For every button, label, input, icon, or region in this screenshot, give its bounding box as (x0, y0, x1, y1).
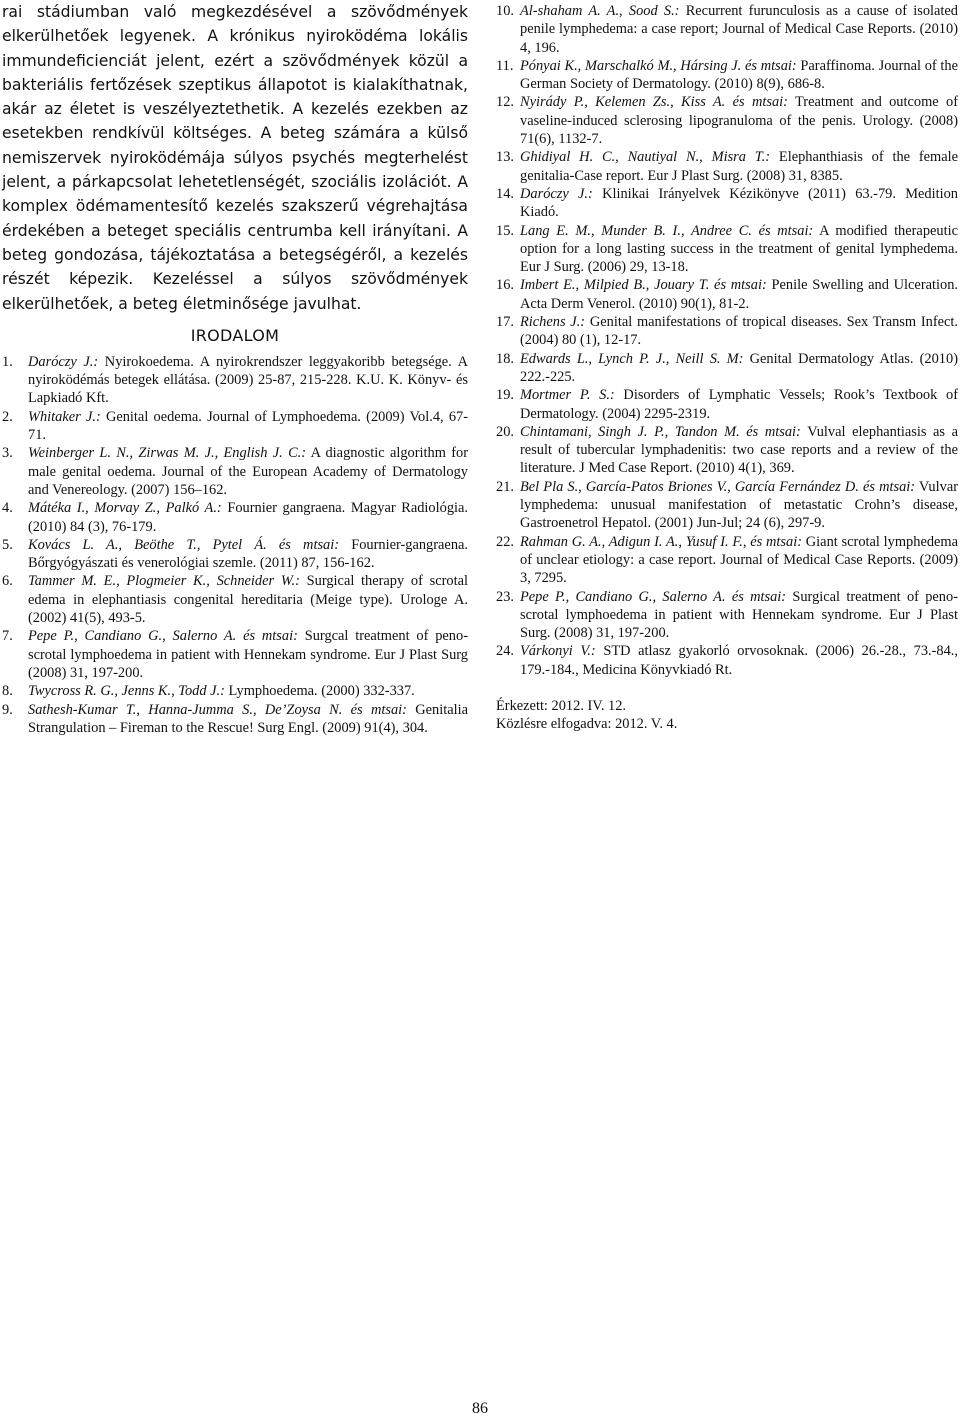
reference-list-right (496, 2, 958, 679)
reference-number: 18. (496, 350, 514, 367)
reference-item (2, 499, 468, 536)
reference-text: Nyirokoedema. A nyirokrendszer leggyakoribb betegsége. A nyiroködémás betegek ellátása. (2009) 25-87, 215-228. K.U. K. Könyv- és Lapkiadó Kft. (28, 353, 469, 407)
left-column (2, 0, 468, 737)
reference-item (496, 148, 958, 185)
reference-text: Vulval elephantiasis as a result of tubercular lymphadenitis: two case reports and a review of the literature. J Med Case Report. (2010) 4(1), 369. (520, 423, 958, 477)
reference-authors: Pepe P., Candiano G., Salerno A. és mtsai: (520, 588, 787, 605)
reference-number: 13. (496, 149, 514, 166)
reference-item (496, 2, 958, 57)
reference-authors: Edwards L., Lynch P. J., Neill S. M: (520, 350, 744, 367)
reference-list-left (2, 353, 468, 737)
reference-number: 21. (496, 478, 514, 495)
references-heading: IRODALOM (190, 325, 280, 345)
reference-text: Giant scrotal lymphedema of unclear etiology: a case report. Journal of Medical Case Reports. (2009) 3, 7295. (520, 533, 958, 587)
reference-item (2, 701, 468, 738)
reference-authors: Whitaker J.: (28, 408, 101, 425)
reference-text: Recurrent furunculosis as a cause of isolated penile lymphedema: a case report; Journal of Medical Case Reports. (2010) 4, 196. (520, 3, 958, 56)
reference-authors: Richens J.: (520, 314, 586, 331)
reference-number: 6. (2, 573, 13, 590)
reference-authors: Imbert E., Milpied B., Jouary T. és mtsai: (520, 277, 767, 294)
reference-authors: Pepe P., Candiano G., Salerno A. és mtsai: (28, 628, 298, 645)
reference-text: Disorders of Lymphatic Vessels; Rook’s Textbook of Dermatology. (2004) 2295-2319. (520, 387, 958, 422)
reference-authors: Kovács L. A., Beöthe T., Pytel Á. és mtsai: (28, 536, 340, 553)
accepted-date: Közlésre elfogadva: 2012. V. 4. (496, 716, 678, 733)
reference-text: Treatment and outcome of vaseline-induced sclerosing lipogranuloma of the penis. Urology. (2008) 71(6), 1132-7. (520, 94, 958, 148)
reference-item (496, 93, 958, 148)
reference-authors: Bel Pla S., García-Patos Briones V., García Fernández D. és mtsai: (520, 478, 916, 495)
reference-text: Genital oedema. Journal of Lymphoedema. (2009) Vol.4, 67-71. (28, 408, 468, 444)
body-paragraph: rai stádiumban való megkezdésével a szövődmények elkerülhetőek legyenek. A krónikus nyiroködéma lokális immundeficienciát jelent, ezért a szövődmények közül a bakteriális fertőzések szeptikus állapotot is kialakíthatnak, akár az életet is veszélyeztethetik. A kezelés ezekben az esetekben rendkívül költséges. A beteg számára a külső nemiszervek nyiroködémája súlyos psychés megterhelést jelent, a párkapcsolat lehetetlenségét, szociális izolációt. A komplex ödémamentesítő kezelés szakszerű végrehajtása érdekében a beteget speciális centrumba kell irányítani. A beteg gondozása, tájékoztatása a betegségéről, a kezelés részét képezik. Kezeléssel a súlyos szövődmények elkerülhetőek, a beteg életminősége javulhat. (2, 3, 468, 313)
reference-text: Vulvar lymphedema: unusual manifestation of metastatic Crohn’s disease, Gastroenetrol Hepatol. (2001) Jun-Jul; 24 (6), 297-9. (520, 478, 959, 532)
reference-text: Fournier gangraena. Magyar Radiológia. (2010) 84 (3), 76-179. (28, 500, 468, 535)
right-column (496, 0, 958, 734)
reference-number: 22. (496, 533, 514, 550)
reference-authors: Daróczy J.: (520, 185, 593, 202)
reference-item (496, 57, 958, 94)
reference-text: A modified therapeutic option for a long lasting success in the treatment of genital lymphedema. Eur J Surg. (2006) 29, 13-18. (520, 222, 958, 276)
reference-number: 12. (496, 94, 514, 111)
reference-number: 3. (2, 445, 13, 462)
reference-text: Genital Dermatology Atlas. (2010) 222.-225. (520, 350, 958, 385)
reference-text: Lymphoedema. (2000) 332-337. (224, 683, 415, 700)
reference-authors: Várkonyi V.: (520, 643, 596, 660)
reference-item (2, 627, 468, 682)
reference-item (496, 313, 958, 350)
reference-text: Penile Swelling and Ulceration. Acta Derm Venerol. (2010) 90(1), 81-2. (520, 277, 958, 312)
reference-item (2, 682, 468, 700)
reference-text: Genital manifestations of tropical diseases. Sex Transm Infect. (2004) 80 (1), 12-17. (520, 314, 959, 349)
reference-authors: Al-shaham A. A., Sood S.: (520, 3, 680, 19)
reference-item (496, 423, 958, 478)
reference-number: 7. (2, 628, 13, 645)
reference-item (496, 276, 958, 313)
reference-item (496, 533, 958, 588)
reference-item (2, 536, 468, 573)
reference-item (2, 444, 468, 499)
reference-authors: Nyirády P., Kelemen Zs., Kiss A. és mtsai: (520, 94, 788, 111)
reference-authors: Tammer M. E., Plogmeier K., Schneider W.: (28, 573, 300, 590)
reference-item (496, 386, 958, 423)
reference-number: 14. (496, 185, 514, 202)
reference-item (496, 588, 958, 643)
reference-authors: Daróczy J.: (28, 353, 99, 370)
reference-item (496, 350, 958, 387)
reference-authors: Twycross R. G., Jenns K., Todd J.: (28, 683, 225, 700)
reference-number: 2. (2, 408, 13, 425)
reference-item (2, 408, 468, 445)
reference-item (496, 642, 958, 679)
reference-number: 4. (2, 500, 13, 517)
reference-item (2, 572, 468, 627)
reference-text: Surgcal treatment of peno-scrotal lymphoedema in patient with Hennekam syndrome. Eur J Plast Surg (2008) 31, 197-200. (28, 628, 468, 681)
reference-number: 23. (496, 588, 514, 605)
reference-number: 15. (496, 222, 514, 239)
reference-number: 9. (2, 701, 13, 718)
reference-number: 24. (496, 643, 514, 660)
reference-text: STD atlasz gyakorló orvosoknak. (2006) 26.-28., 73.-84., 179.-184., Medicina Könyvkiadó Rt. (520, 643, 958, 678)
page-number: 86 (472, 1400, 488, 1417)
reference-text: Elephanthiasis of the female genitalia-Case report. Eur J Plast Surg. (2008) 31, 8385. (520, 149, 959, 184)
reference-number: 19. (496, 387, 514, 404)
reference-number: 16. (496, 277, 514, 294)
reference-number: 20. (496, 423, 514, 440)
reference-authors: Pónyai K., Marschalkó M., Hársing J. és mtsai: (520, 57, 797, 74)
received-date: Érkezett: 2012. IV. 12. (496, 697, 627, 714)
reference-number: 1. (2, 353, 13, 370)
reference-text: Surgical therapy of scrotal edema in elephantiasis congenital hereditaria (Meige type). Urologe A. (2002) 41(5), 493-5. (28, 573, 468, 627)
reference-authors: Mátéka I., Morvay Z., Palkó A.: (28, 500, 222, 517)
dates-block (496, 697, 958, 734)
reference-authors: Rahman G. A., Adigun I. A., Yusuf I. F., és mtsai: (520, 533, 803, 550)
reference-authors: Ghidiyal H. C., Nautiyal N., Misra T.: (520, 149, 771, 166)
reference-text: Fournier-gangraena. Bőrgyógyászati és venerológiai szemle. (2011) 87, 156-162. (28, 536, 468, 572)
reference-authors: Lang E. M., Munder B. I., Andree C. és mtsai: (520, 222, 814, 239)
reference-text: Paraffinoma. Journal of the German Society of Dermatology. (2010) 8(9), 686-8. (520, 57, 958, 93)
reference-text: Surgical treatment of peno-scrotal lymphoedema in patient with Hennekam syndrome. Eur J Plast Surg. (2008) 31, 197-200. (520, 588, 958, 642)
reference-item (496, 222, 958, 277)
reference-item (2, 353, 468, 408)
reference-item (496, 478, 958, 533)
reference-text: Klinikai Irányelvek Kézikönyve (2011) 63.-79. Medition Kiadó. (520, 185, 958, 221)
reference-number: 5. (2, 536, 13, 553)
reference-text: A diagnostic algorithm for male genital oedema. Journal of the European Academy of Dermatology and Venereology. (2007) 156–162. (28, 445, 468, 498)
reference-authors: Mortmer P. S.: (520, 387, 615, 404)
reference-number: 11. (496, 57, 514, 74)
reference-number: 10. (496, 3, 514, 19)
reference-text: Genitalia Strangulation – Fireman to the Rescue! Surg Engl. (2009) 91(4), 304. (28, 701, 468, 736)
reference-number: 17. (496, 314, 514, 331)
reference-item (496, 185, 958, 222)
reference-authors: Weinberger L. N., Zirwas M. J., English J. C.: (28, 445, 307, 462)
reference-authors: Chintamani, Singh J. P., Tandon M. és mtsai: (520, 423, 801, 440)
reference-number: 8. (2, 683, 13, 700)
reference-authors: Sathesh-Kumar T., Hanna-Jumma S., De’Zoysa N. és mtsai: (28, 701, 407, 718)
